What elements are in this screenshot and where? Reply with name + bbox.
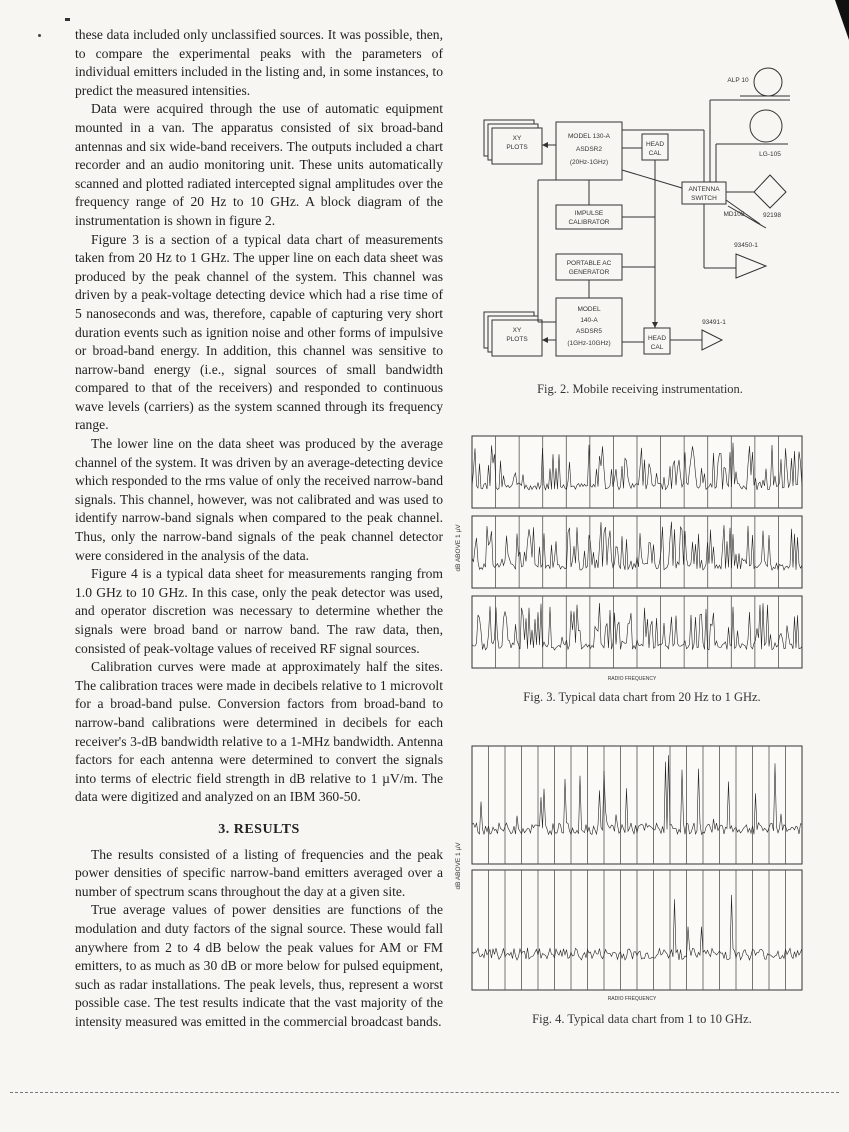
xy-plots-bottom-label: PLOTS (506, 336, 528, 343)
figure-4-caption: Fig. 4. Typical data chart from 1 to 10 GHz. (532, 1012, 752, 1026)
impulse-calibrator-label: IMPULSE (574, 210, 604, 217)
xy-plots-top-label: XY (512, 135, 522, 142)
head-cal-top-label: CAL (648, 150, 662, 157)
model-bottom-label: 140-A (580, 317, 598, 324)
impulse-calibrator-label: CALIBRATOR (568, 219, 610, 226)
xy-plots-top-label: PLOTS (506, 144, 528, 151)
figure-2-block-diagram (470, 60, 800, 370)
body-paragraph: Data were acquired through the use of automatic equipment mounted in a van. The apparatus consisted of six broad-band antennas and six wide-band receivers. The outputs included a chart recorder and an audio monitoring unit. These units automatically scanned and plotted radiated intercepted signal amplitudes over the frequency range of 20 Hz to 10 GHz. A block diagram of the instrumentation is shown in figure 2. (75, 101, 443, 228)
results-paragraph: True average values of power densities are functions of the modulation and duty factors of the signal source. These would fall anywhere from 2 to 4 dB below the peak values for AM or FM emitters, to as much as 30 dB or more below for pulsed equipment, such as radar installations. The peak levels, thus, represent a worst possible case. The test results indicate that the vast majority of the intensity measured was emitted in the commercial broadcast bands. (75, 902, 443, 1029)
body-paragraph: Figure 3 is a section of a typical data chart of measurements taken from 20 Hz to 1 GHz. The upper line on each data sheet was produced by the peak channel of the system. This channel was driven by a peak-voltage detecting device which had a rise time of 5 nanoseconds and was, therefore, capable of capturing very short duration events such as ignition noise and other forms of impulsive or broad-band energy. In addition, this channel was sensitive to narrow-band energy (i.e., signal sources of small bandwidth compared to that of the receivers) and responded to continuous wave levels (carriers) as the system scanned through its frequency range. (75, 231, 443, 433)
antenna-label-md: MD105 (723, 211, 745, 218)
antenna-switch-label: ANTENNA (688, 186, 720, 193)
figure-4-data-chart (452, 738, 812, 1004)
body-paragraph: The lower line on the data sheet was produced by the average channel of the system. It was driven by an average-detecting device which responded to the rms value of only the received narrow-band signals. This channel, however, was not calibrated and was used to identify narrow-band signals when compared to the peak channel. Thus, only the narrow-band signals of the peak channel detector were considered in the analysis of the data. (75, 436, 444, 563)
bottom-rule (10, 1092, 839, 1093)
results-paragraph: The results consisted of a listing of frequencies and the peak power densities of specific narrow-band emitters averaged over a number of spectrum scans throughout the day at a given site. (75, 846, 443, 899)
model-bottom-label: (1GHz-10GHz) (567, 340, 611, 347)
page-mark (65, 18, 70, 21)
model-top-label: MODEL 130-A (567, 133, 611, 140)
antenna-switch-label: SWITCH (691, 195, 717, 202)
antenna-label-93491: 93491-1 (702, 319, 726, 326)
figure-2-caption: Fig. 2. Mobile receiving instrumentation. (537, 382, 743, 396)
figure-3-side-label: dB ABOVE 1 µV (455, 524, 462, 572)
head-cal-bottom-label: CAL (650, 344, 664, 351)
model-bottom-label: ASDSR5 (575, 328, 603, 335)
left-text-column (75, 26, 443, 1031)
model-top-label: ASDSR2 (575, 146, 603, 153)
margin-dot (38, 34, 41, 37)
model-bottom-label: MODEL (577, 306, 601, 313)
xy-plots-bottom-label: XY (512, 327, 522, 334)
figure-3-data-chart (452, 428, 812, 684)
antenna-label-93450: 93450-1 (734, 242, 758, 249)
antenna-label-92198: 92198 (762, 212, 782, 219)
figure-3-bottom-label: RADIO FREQUENCY (607, 676, 657, 682)
model-top-label: (20Hz-1GHz) (569, 159, 609, 166)
antenna-label-alp: ALP 10 (727, 77, 749, 84)
figure-4-bottom-label: RADIO FREQUENCY (607, 996, 657, 1002)
body-paragraph: Calibration curves were made at approximately half the sites. The calibration traces were made in decibels relative to 1 microvolt for a broad-band pulse. Conversion factors from broad-band to narrow-band calibrations were determined in decibels for each receiver's 3-dB bandwidth relative to a 1-MHz bandwidth. Antenna factors for each antenna were determined to convert the signals into terms of electric field strength in dB relative to 1 µV/m. The data were digitized and analyzed on an IBM 360-50. (75, 659, 443, 805)
body-paragraph: these data included only unclassified sources. It was possible, then, to compare the experimental peaks with the parameters of individual emitters included in the listing and, in some instances, to predict the measured intensities. (75, 27, 443, 98)
figure-3-caption: Fig. 3. Typical data chart from 20 Hz to 1 GHz. (523, 690, 761, 704)
head-cal-top-label: HEAD (645, 141, 665, 148)
portable-generator-label: PORTABLE AC (566, 260, 612, 267)
portable-generator-label: GENERATOR (568, 269, 610, 276)
body-paragraph: Figure 4 is a typical data sheet for measurements ranging from 1.0 GHz to 10 GHz. In this case, only the peak detector was used, and operator discretion was necessary to determine whether the signals were broad band or narrow band. The raw data, then, consisted of peak-voltage values of received RF signal sources. (75, 566, 443, 656)
corner-mark (835, 0, 849, 40)
antenna-label-lg: LG-105 (759, 151, 781, 158)
head-cal-bottom-label: HEAD (647, 335, 667, 342)
figure-4-side-label: dB ABOVE 1 µV (455, 842, 462, 890)
section-heading: 3. RESULTS (218, 821, 300, 837)
